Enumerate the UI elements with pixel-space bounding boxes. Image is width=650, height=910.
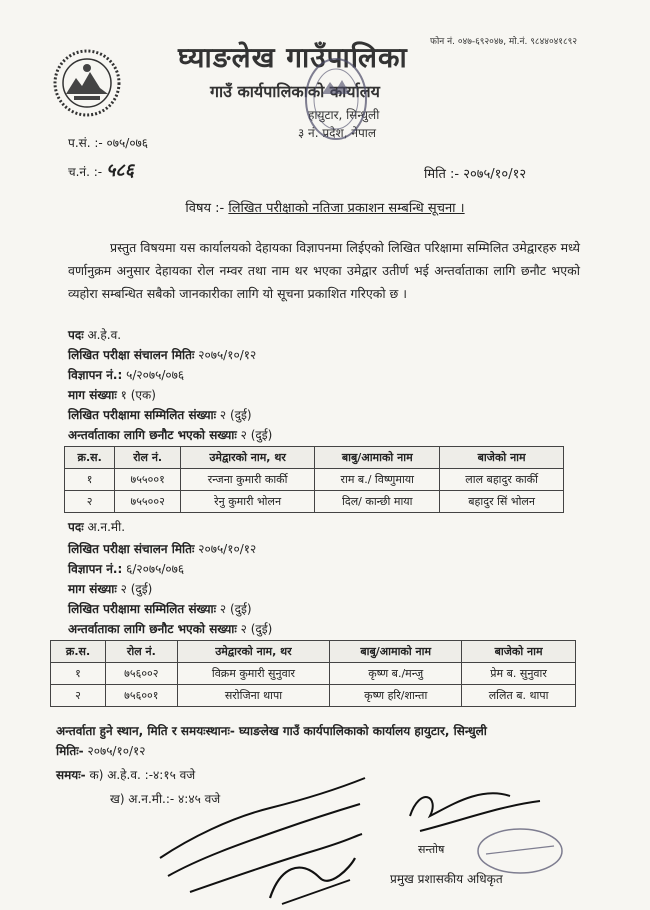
table-row	[51, 685, 576, 707]
interview-time-label: समयः-	[56, 768, 86, 782]
phone-numbers: फोन नं. ०४७-६९२०४७, मो.नं. ९८४४०४१८९२	[430, 37, 578, 47]
cell-serial: १	[51, 663, 106, 685]
table-row	[51, 663, 576, 685]
cell-grandfather: प्रेम ब. सुनुवार	[462, 663, 576, 685]
interview-time-a-value: क) अ.हे.व. :-४:१५ वजे	[89, 768, 196, 782]
cell-serial: २	[65, 491, 115, 513]
col-roll: रोल नं.	[106, 641, 178, 663]
s1-post	[68, 326, 121, 343]
s2-exam-date-value: २०७५/१०/१२	[198, 542, 257, 556]
cell-candidate: रेनु कुमारी भोलन	[180, 491, 314, 513]
s1-exam-date	[68, 346, 256, 363]
s1-participants-label: लिखित परीक्षामा सम्मिलित संख्याः	[68, 408, 217, 422]
cell-grandfather: ललित ब. थापा	[462, 685, 576, 707]
results-table-2	[50, 640, 576, 707]
official-stamp	[302, 54, 370, 144]
interview-date	[56, 742, 145, 759]
cell-roll: ७५६००१	[106, 685, 178, 707]
s1-ad-no	[68, 366, 184, 383]
signatory-name: सन्तोष	[418, 843, 445, 856]
s2-participants-label: लिखित परीक्षामा सम्मिलित संख्याः	[68, 602, 217, 616]
handwritten-note	[150, 768, 380, 908]
notice-body: प्रस्तुत विषयमा यस कार्यालयको देहायका विज्ञापनमा लिईएको लिखित परिक्षामा सम्मिलित उमेद्वारहरु मध्ये वर्णानुक्रम अनुसार देहायका रोल नम्वर तथा नाम थर भएका उमेद्वार उतीर्ण भई अन्तर्वाताका लागि छनौट भएको व्यहोरा सम्बन्धित सबैको जानकारीका लागि यो सूचना प्रकाशित गरिएको छ ।	[68, 240, 580, 301]
col-parents: बाबु/आमाको नाम	[330, 641, 462, 663]
s1-ad-no-label: विज्ञापन नं.:	[68, 368, 123, 382]
s2-selected-value: २ (दुई)	[240, 622, 273, 636]
s2-post	[68, 518, 125, 535]
s1-selected-label: अन्तर्वाताका लागि छनौट भएको सख्याः	[68, 428, 237, 442]
results-table-1	[64, 446, 564, 513]
s1-exam-date-label: लिखित परीक्षा संचालन मितिः	[68, 348, 195, 362]
cell-roll: ७५६००२	[106, 663, 178, 685]
s2-demand-value: २ (दुई)	[120, 582, 153, 596]
interview-place: अन्तर्वाता हुने स्थान, मिति र समयःस्थानः- घ्याङलेख गाउँ कार्यपालिकाको कार्यालय हायुटार, सिन्धुली	[56, 724, 487, 738]
cell-parents: कृष्ण हरि/शान्ता	[330, 685, 462, 707]
dispatch-number	[68, 158, 134, 182]
cell-roll: ७५५००२	[115, 491, 181, 513]
table-header-row	[51, 641, 576, 663]
s1-participants-value: २ (दुई)	[219, 408, 252, 422]
col-candidate: उमेद्वारको नाम, थर	[177, 641, 330, 663]
cell-roll: ७५५००१	[115, 469, 181, 491]
col-parents: बाबु/आमाको नाम	[315, 447, 440, 469]
s1-ad-no-value: ५/२०७५/०७६	[126, 368, 185, 382]
s2-participants-value: २ (दुई)	[219, 602, 252, 616]
cell-parents: राम ब./ विष्णुमाया	[315, 469, 440, 491]
col-serial: क्र.स.	[51, 641, 106, 663]
s2-participants	[68, 600, 252, 617]
cell-grandfather: लाल बहादुर कार्की	[440, 469, 564, 491]
s1-post-label: पदः	[68, 328, 84, 342]
document-date: मिति :- २०७५/१०/१२	[424, 167, 527, 182]
s2-ad-no-value: ६/२०७५/०७६	[126, 562, 185, 576]
dispatch-value: ५८६	[105, 160, 135, 181]
subject-label: विषय :-	[185, 201, 225, 216]
subject-line	[0, 198, 650, 216]
interview-time-b: ख) अ.न.मी.:- ४:४५ वजे	[110, 792, 221, 806]
s2-selected	[68, 620, 272, 637]
s1-exam-date-value: २०७५/१०/१२	[198, 348, 257, 362]
document-title: घ्याङलेख गाउँपालिका	[178, 41, 408, 74]
s2-ad-no-label: विज्ञापन नं.:	[68, 562, 123, 576]
col-grandfather: बाजेको नाम	[462, 641, 576, 663]
s1-demand	[68, 386, 156, 403]
cell-grandfather: बहादुर सिं भोलन	[440, 491, 564, 513]
cell-serial: १	[65, 469, 115, 491]
subject-text: लिखित परीक्षाको नतिजा प्रकाशन सम्बन्धि सूचना ।	[228, 201, 465, 216]
s1-demand-label: माग संख्याः	[68, 388, 117, 402]
reference-number: प.सं. :- ०७५/०७६	[68, 136, 149, 150]
table-header-row	[65, 447, 564, 469]
signatory-position: प्रमुख प्रशासकीय अधिकृत	[390, 872, 503, 886]
cell-candidate: विक्रम कुमारी सुनुवार	[177, 663, 330, 685]
address-line-1: हायुटार, सिन्धुली	[308, 108, 380, 122]
address-line-2: ३ नं. प्रदेश, नेपाल	[298, 126, 377, 140]
s2-selected-label: अन्तर्वाताका लागि छनौट भएको सख्याः	[68, 622, 237, 636]
s2-exam-date-label: लिखित परीक्षा संचालन मितिः	[68, 542, 195, 556]
office-name: गाउँ कार्यपालिकाको कार्यालय	[210, 82, 380, 101]
interview-date-label: मितिः-	[56, 744, 84, 758]
s2-demand-label: माग संख्याः	[68, 582, 117, 596]
s2-post-label: पदः	[68, 520, 84, 534]
s1-selected	[68, 426, 272, 443]
s1-demand-value: १ (एक)	[120, 388, 156, 402]
col-candidate: उमेद्वारको नाम, थर	[180, 447, 314, 469]
cell-serial: २	[51, 685, 106, 707]
interview-date-value: २०७५/१०/१२	[87, 744, 146, 758]
cell-parents: दिल/ कान्छी माया	[315, 491, 440, 513]
s1-selected-value: २ (दुई)	[240, 428, 273, 442]
table-row	[65, 491, 564, 513]
s2-demand	[68, 580, 152, 597]
s2-ad-no	[68, 560, 184, 577]
emblem-logo	[52, 48, 122, 118]
s1-participants	[68, 406, 252, 423]
cell-parents: कृष्ण ब./मन्जु	[330, 663, 462, 685]
s1-post-value: अ.हे.व.	[87, 328, 122, 342]
s2-exam-date	[68, 540, 256, 557]
col-serial: क्र.स.	[65, 447, 115, 469]
s2-post-value: अ.न.मी.	[87, 520, 126, 534]
cell-candidate: सरोजिना थापा	[177, 685, 330, 707]
cell-candidate: रन्जना कुमारी कार्की	[180, 469, 314, 491]
dispatch-label: च.नं. :-	[68, 165, 103, 179]
col-grandfather: बाजेको नाम	[440, 447, 564, 469]
col-roll: रोल नं.	[115, 447, 181, 469]
table-row	[65, 469, 564, 491]
